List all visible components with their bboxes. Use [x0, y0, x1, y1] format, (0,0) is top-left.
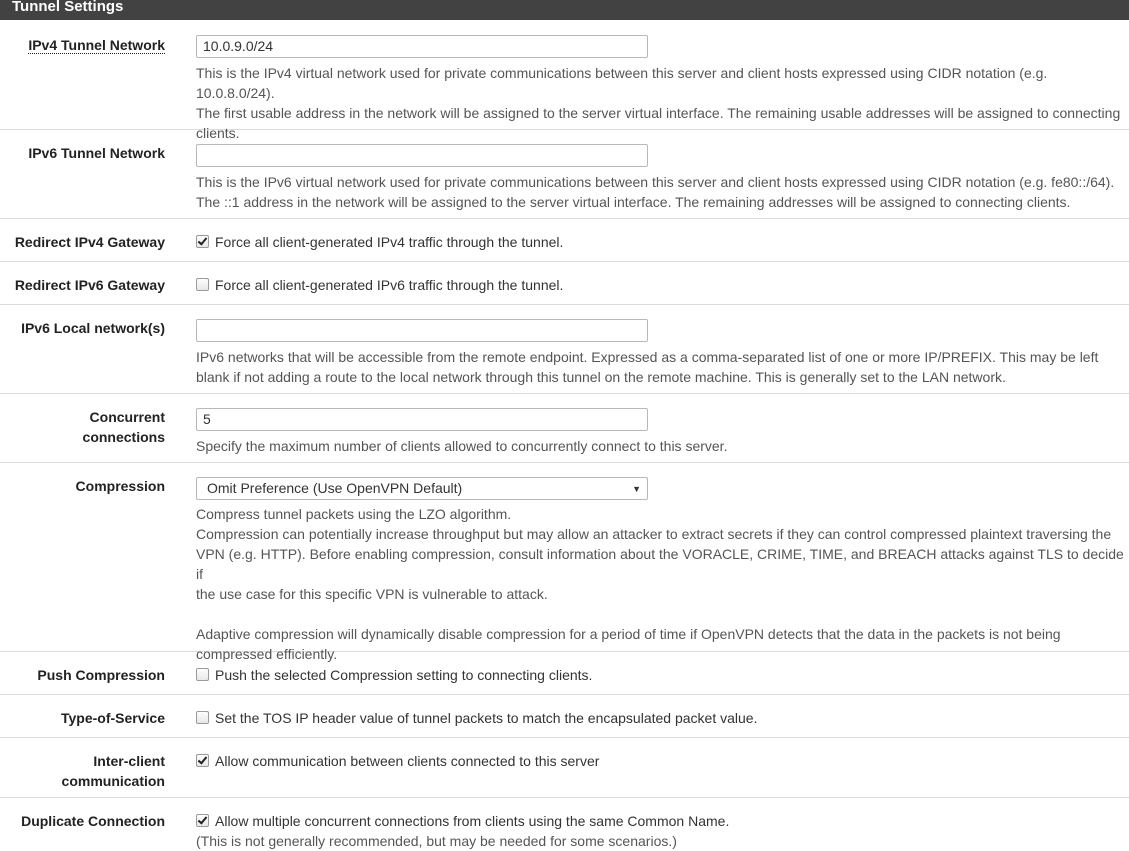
ipv4-help-line-3: clients. — [196, 125, 240, 141]
row-ipv6-tunnel-network — [0, 130, 1129, 219]
duplicate-connection-text: Allow multiple concurrent connections from clients using the same Common Name. — [215, 813, 730, 829]
compression-help-spacer — [196, 604, 1129, 624]
compression-help-line-6: compressed efficiently. — [196, 646, 338, 662]
row-duplicate-connection — [0, 798, 1129, 849]
redirect-ipv4-gateway-option[interactable] — [196, 232, 1129, 252]
row-redirect-ipv6-gateway — [0, 262, 1129, 305]
concurrent-connections-help: Specify the maximum number of clients allowed to concurrently connect to this server. — [196, 438, 728, 454]
panel-title: Tunnel Settings — [0, 0, 1129, 20]
type-of-service-option[interactable] — [196, 708, 1129, 728]
redirect-ipv6-gateway-option[interactable] — [196, 275, 1129, 295]
concurrent-connections-label: Concurrent connections — [82, 409, 165, 445]
inter-client-communication-option[interactable] — [196, 751, 1129, 771]
redirect-ipv6-gateway-label: Redirect IPv6 Gateway — [14, 277, 165, 293]
chevron-down-icon: ▼ — [632, 484, 641, 494]
inter-client-label-line-2: communication — [61, 773, 165, 789]
ipv4-tunnel-network-input[interactable]: 10.0.9.0/24 — [196, 35, 648, 58]
row-redirect-ipv4-gateway — [0, 219, 1129, 262]
duplicate-connection-label: Duplicate Connection — [21, 813, 165, 829]
type-of-service-label: Type-of-Service — [61, 710, 165, 726]
compression-help-line-3: VPN (e.g. HTTP). Before enabling compression, consult information about the VORACLE, CRIME, TIME, and BREACH attacks against TLS to decide if — [196, 546, 1124, 582]
row-inter-client-communication — [0, 738, 1129, 798]
row-compression — [0, 463, 1129, 662]
redirect-ipv6-gateway-text: Force all client-generated IPv6 traffic through the tunnel. — [215, 277, 564, 293]
ipv6-help-line-1: This is the IPv6 virtual network used for private communications between this server and client hosts expressed using CIDR notation (e.g. fe80::/64). — [196, 174, 1115, 190]
type-of-service-checkbox[interactable] — [196, 711, 209, 724]
inter-client-label-line-1: Inter-client — [93, 753, 165, 769]
ipv6-local-help-line-1: IPv6 networks that will be accessible from the remote endpoint. Expressed as a comma-separated list of one or more IP/PREFIX. This may be left — [196, 349, 1099, 365]
ipv4-tunnel-network-label-text: IPv4 Tunnel Network — [28, 37, 165, 53]
ipv6-help-line-2: The ::1 address in the network will be assigned to the server virtual interface. The remaining addresses will be assigned to connecting clients. — [196, 194, 1071, 210]
type-of-service-text: Set the TOS IP header value of tunnel packets to match the encapsulated packet value. — [215, 710, 758, 726]
duplicate-connection-checkbox[interactable] — [196, 814, 209, 827]
compression-help-line-4: the use case for this specific VPN is vulnerable to attack. — [196, 586, 548, 602]
compression-label: Compression — [75, 478, 165, 494]
compression-select[interactable] — [196, 477, 648, 500]
ipv6-tunnel-network-help — [196, 172, 1129, 212]
duplicate-connection-help: (This is not generally recommended, but may be needed for some scenarios.) — [196, 833, 677, 849]
redirect-ipv6-gateway-checkbox[interactable] — [196, 278, 209, 291]
redirect-ipv4-gateway-checkbox[interactable] — [196, 235, 209, 248]
ipv6-local-networks-help — [196, 347, 1129, 387]
push-compression-option[interactable] — [196, 665, 1129, 685]
ipv4-help-line-1: This is the IPv4 virtual network used for private communications between this server and client hosts expressed using CIDR notation (e.g. 10.0.8.0/24). — [196, 65, 1048, 101]
compression-help-line-2: Compression can potentially increase throughput but may allow an attacker to extract secrets if they can control compressed plaintext traversing the — [196, 526, 1112, 542]
duplicate-connection-option[interactable] — [196, 811, 1129, 831]
push-compression-text: Push the selected Compression setting to connecting clients. — [215, 667, 593, 683]
compression-help-line-5: Adaptive compression will dynamically disable compression for a period of time if OpenVPN detects that the data in the packets is not being — [196, 626, 1061, 642]
compression-selected-value: Omit Preference (Use OpenVPN Default) — [207, 480, 463, 496]
row-ipv6-local-networks — [0, 305, 1129, 394]
ipv4-tunnel-network-label — [5, 35, 165, 55]
redirect-ipv4-gateway-text: Force all client-generated IPv4 traffic through the tunnel. — [215, 234, 564, 250]
inter-client-communication-text: Allow communication between clients connected to this server — [215, 753, 600, 769]
ipv6-local-networks-input[interactable] — [196, 319, 648, 342]
row-ipv4-tunnel-network — [0, 20, 1129, 141]
push-compression-label: Push Compression — [37, 667, 165, 683]
ipv6-local-help-line-2: blank if not adding a route to the local network through this tunnel on the remote machine. This is generally set to the LAN network. — [196, 369, 1006, 385]
compression-help — [196, 504, 1129, 664]
compression-help-line-1: Compress tunnel packets using the LZO algorithm. — [196, 506, 512, 522]
redirect-ipv4-gateway-label: Redirect IPv4 Gateway — [14, 234, 165, 250]
ipv6-local-networks-label: IPv6 Local network(s) — [21, 320, 165, 336]
inter-client-communication-checkbox[interactable] — [196, 754, 209, 767]
ipv6-tunnel-network-label: IPv6 Tunnel Network — [28, 145, 165, 161]
row-push-compression — [0, 652, 1129, 695]
ipv6-tunnel-network-input[interactable] — [196, 144, 648, 167]
ipv4-help-line-2: The first usable address in the network will be assigned to the server virtual interface. The remaining usable addresses will be assigned to connecting — [196, 105, 1121, 121]
inter-client-communication-label — [5, 751, 165, 791]
concurrent-connections-input[interactable]: 5 — [196, 408, 648, 431]
push-compression-checkbox[interactable] — [196, 668, 209, 681]
row-type-of-service — [0, 695, 1129, 738]
row-concurrent-connections — [0, 394, 1129, 463]
